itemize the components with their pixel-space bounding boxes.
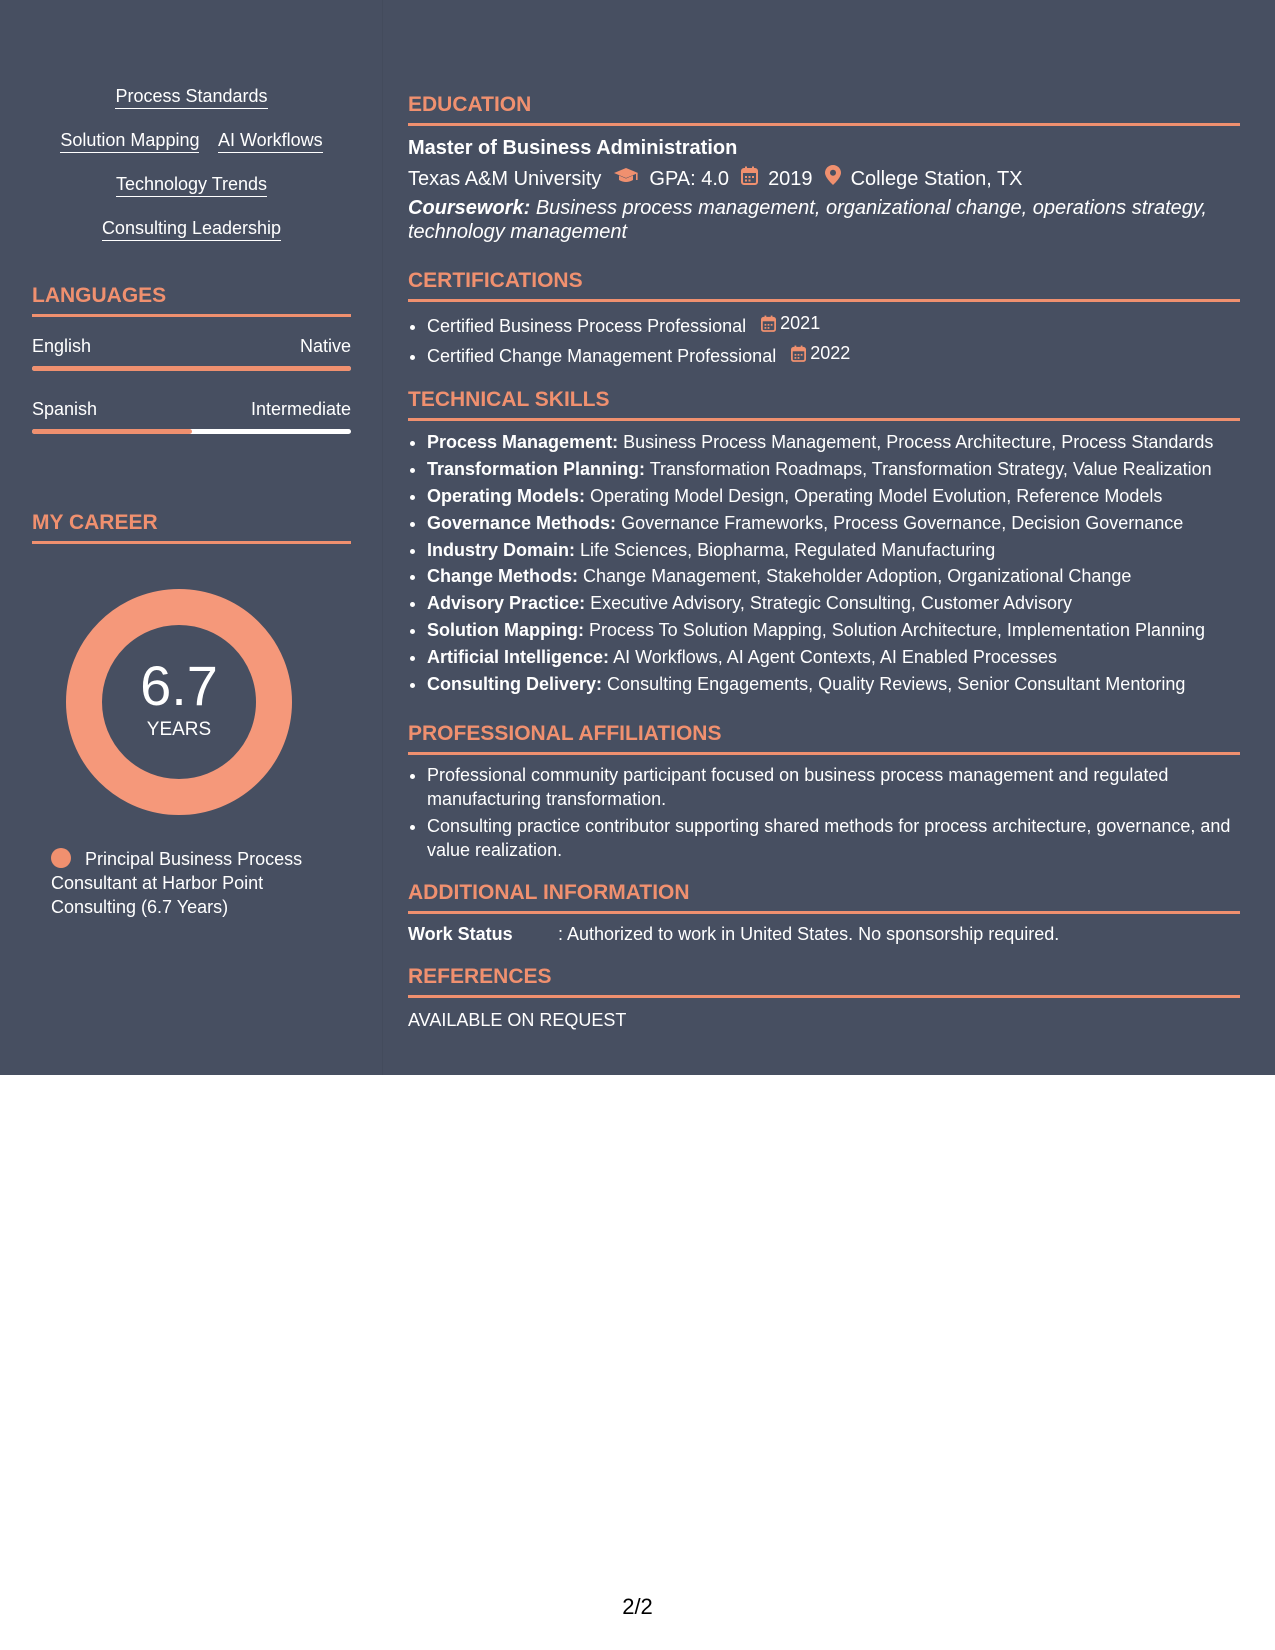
- sidebar: [32, 85, 351, 919]
- skill-values: Governance Frameworks, Process Governance, Decision Governance: [621, 512, 1184, 533]
- language-name: Spanish: [32, 399, 98, 419]
- list-item: • Professional community participant focused on business process management and regulated manufacturing transformation.: [427, 763, 1240, 811]
- graduation-year: 2019: [768, 167, 813, 190]
- calendar-icon: [741, 166, 758, 192]
- list-item: [427, 671, 1240, 698]
- certification-name: Certified Business Process Professional: [427, 315, 747, 336]
- skill-values: Operating Model Design, Operating Model Evolution, Reference Models: [590, 485, 1163, 506]
- skill-category: Governance Methods:: [427, 512, 617, 533]
- technical-skills-section: [408, 387, 1240, 697]
- language-bar-fill: [32, 429, 192, 434]
- career-heading: MY CAREER: [32, 510, 351, 544]
- skill-tag: AI Workflows: [218, 129, 323, 153]
- certifications-heading: CERTIFICATIONS: [408, 268, 1240, 302]
- skill-category: Change Methods:: [427, 566, 578, 587]
- education-meta: [408, 165, 1240, 192]
- language-bar: [32, 429, 351, 434]
- calendar-icon: [761, 315, 776, 332]
- certification-year: 2022: [810, 342, 851, 363]
- career-years-value: 6.7: [140, 654, 218, 717]
- list-item: [427, 563, 1240, 590]
- skill-values: Life Sciences, Biopharma, Regulated Manufacturing: [580, 539, 996, 560]
- language-level: Native: [299, 336, 351, 356]
- certification-year: 2021: [780, 313, 821, 333]
- additional-info-heading: ADDITIONAL INFORMATION: [408, 880, 1240, 914]
- list-item: [427, 590, 1240, 617]
- coursework-text: Business process management, organizational change, operations strategy, technology management: [408, 197, 1207, 243]
- graduation-cap-icon: [613, 166, 639, 192]
- skill-tags: [32, 85, 351, 241]
- skill-category: Consulting Delivery:: [427, 673, 603, 694]
- skill-tag: Solution Mapping: [60, 129, 199, 153]
- language-row: [32, 398, 351, 434]
- technical-skills-list: [408, 429, 1240, 697]
- calendar-icon: [791, 345, 806, 362]
- references-heading: REFERENCES: [408, 964, 1240, 998]
- skill-values: Process To Solution Mapping, Solution Architecture, Implementation Planning: [588, 619, 1206, 640]
- languages-section: [32, 283, 351, 434]
- language-level: Intermediate: [250, 399, 351, 419]
- career-section: [32, 510, 351, 919]
- list-item: [427, 617, 1240, 644]
- work-status-row: [408, 922, 1240, 946]
- career-legend-dot: [51, 848, 71, 868]
- skill-category: Operating Models:: [427, 485, 586, 506]
- languages-heading: LANGUAGES: [32, 283, 351, 317]
- list-item: [427, 456, 1240, 483]
- language-row: [32, 335, 351, 371]
- skill-category: Process Management:: [427, 432, 619, 453]
- school-location: College Station, TX: [850, 167, 1023, 190]
- affiliations-list: [408, 763, 1240, 862]
- technical-skills-heading: TECHNICAL SKILLS: [408, 387, 1240, 421]
- language-bar-fill: [32, 366, 351, 371]
- tag-row: [32, 85, 351, 109]
- list-item: [427, 429, 1240, 456]
- gpa-value: GPA: 4.0: [649, 167, 730, 190]
- certifications-section: [408, 268, 1240, 369]
- skill-values: Business Process Management, Process Architecture, Process Standards: [623, 432, 1214, 453]
- location-pin-icon: [825, 165, 841, 192]
- skill-values: Executive Advisory, Strategic Consulting, Customer Advisory: [590, 593, 1072, 614]
- work-status-value: : Authorized to work in United States. No sponsorship required.: [558, 924, 1060, 945]
- coursework-label: Coursework:: [408, 197, 531, 219]
- skill-category: Industry Domain:: [427, 539, 576, 560]
- tag-row: [32, 217, 351, 241]
- language-bar: [32, 366, 351, 371]
- page-number: 2/2: [622, 1594, 653, 1619]
- list-item: [427, 310, 1240, 340]
- column-divider: [382, 0, 383, 1075]
- skill-values: Transformation Roadmaps, Transformation Strategy, Value Realization: [649, 459, 1212, 480]
- certification-name: Certified Change Management Professional: [427, 345, 777, 366]
- skill-category: Artificial Intelligence:: [427, 646, 610, 667]
- references-section: [408, 964, 1240, 1032]
- skill-category: Advisory Practice:: [427, 593, 586, 614]
- list-item: [427, 483, 1240, 510]
- work-status-label: Work Status: [408, 924, 513, 945]
- list-item: [427, 644, 1240, 671]
- main-content: [408, 92, 1240, 1050]
- references-text: AVAILABLE ON REQUEST: [408, 1010, 627, 1031]
- list-item: [427, 510, 1240, 537]
- list-item: • Consulting practice contributor supporting shared methods for process architecture, governance, and value realization.: [427, 814, 1240, 862]
- degree-title: Master of Business Administration: [408, 137, 738, 159]
- list-item: [427, 537, 1240, 564]
- skill-tag: Technology Trends: [116, 173, 267, 197]
- list-item: [427, 340, 1240, 370]
- career-donut: [66, 589, 292, 815]
- skill-values: Consulting Engagements, Quality Reviews, Senior Consultant Mentoring: [607, 673, 1186, 694]
- tag-row: [32, 173, 351, 197]
- language-name: English: [32, 336, 92, 356]
- school-name: Texas A&M University: [408, 167, 602, 190]
- skill-values: AI Workflows, AI Agent Contexts, AI Enabled Processes: [613, 646, 1057, 667]
- affiliations-section: [408, 721, 1240, 862]
- coursework: [408, 196, 1240, 244]
- career-years-unit: YEARS: [146, 719, 212, 740]
- skill-tag: Process Standards: [115, 85, 267, 109]
- skill-category: Transformation Planning:: [427, 459, 646, 480]
- education-heading: EDUCATION: [408, 92, 1240, 126]
- skill-values: Change Management, Stakeholder Adoption, Organizational Change: [583, 566, 1132, 587]
- career-entry: [51, 847, 321, 919]
- education-section: [408, 92, 1240, 244]
- tag-row: [32, 129, 351, 153]
- career-entry-text: Principal Business Process Consultant at Harbor Point Consulting (6.7 Years): [51, 849, 303, 917]
- additional-info-section: [408, 880, 1240, 946]
- skill-category: Solution Mapping:: [427, 619, 584, 640]
- affiliations-heading: PROFESSIONAL AFFILIATIONS: [408, 721, 1240, 755]
- skill-tag: Consulting Leadership: [102, 217, 281, 241]
- certifications-list: [408, 310, 1240, 369]
